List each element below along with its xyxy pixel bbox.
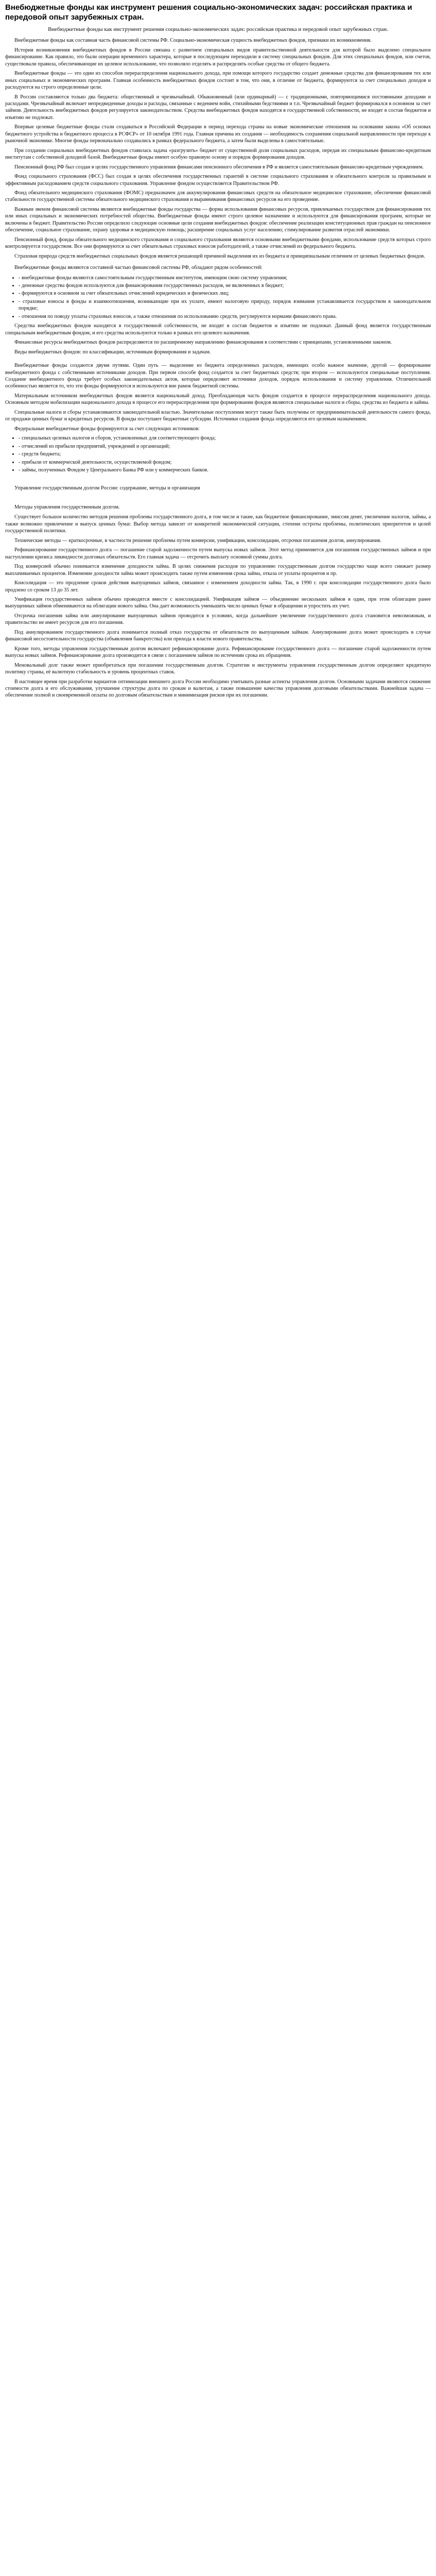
paragraph: Фонд социального страхования (ФСС) был создан в целях обеспечения государственных гарантий в системе социального страхования и обязательного контроля за правильным и эффективным расходованием средств социального страхования. Управление фондом осуществляется Правительством РФ.: [5, 174, 431, 187]
paragraph: Страховая природа средств внебюджетных социальных фондов является решающей причиной выделения их из бюджета и принципиальным отличием от целевых бюджетных фондов.: [14, 253, 425, 259]
section-methods: [5, 514, 431, 699]
document-page: [0, 0, 436, 707]
paragraph: Пенсионный фонд, фонды обязательного медицинского страхования и социального страхования являются основными внебюджетными фондами, использование средств которых строго контролируется государством. Все они формируются за счет обязательных страховых взносов работодателей, а также отчислений из федерального бюджета.: [5, 236, 431, 250]
paragraph: Существует большое количество методов решения проблемы государственного долга, в том числе и такие, как бюджетное финансирование, эмиссия денег, увеличение налогов, займы, а также возможно привлечение и выпуск ценных бумаг. Выбор метода зависит от конкретной экономической ситуации, степени остроты проблемы, политических приоритетов и целей государственной политики.: [5, 514, 431, 534]
features-list: [5, 275, 431, 320]
list-item: • - денежные средства фондов используются для финансирования государственных расходов, не включенных в бюджет;: [19, 282, 431, 289]
paragraph: Специальные налоги и сборы устанавливаются законодательной властью. Значительные поступления могут также быть получены от предпринимательской деятельности самого фонда, от продажи ценных бумаг и кредитных ресурсов. В фонды поступают бюджетные субсидии. Источники создания фонда определяются его целевым назначением.: [5, 409, 431, 422]
paragraph: Отсрочка погашения займа или аннулирование выпущенных займов проводится в условиях, когда дальнейшее увеличение государственного долга становится невозможным, и правительство не имеет ресурсов для его погашения.: [5, 613, 431, 626]
section-ownership: [5, 323, 431, 355]
paragraph: Под аннулированием государственного долга понимается полный отказ государства от обязательств по выпущенным займам. Аннулирование долга может происходить в случае финансовой несостоятельности государства (объявления банкротства) или прихода к власти нового правительства.: [5, 629, 431, 642]
paragraph: При создании социальных внебюджетных фондов ставилась задача «разгрузить» бюджет от существенной доли социальных расходов, передав их специальным финансово-кредитным институтам с собственной доходной базой. Внебюджетные фонды имеют особую правовую основу и порядок формирования доходов.: [5, 147, 431, 161]
section-intro: [5, 37, 431, 260]
list-item: • - специальных целевых налогов и сборов, установленных для соответствующего фонда;: [19, 435, 431, 442]
page-title: Внебюджетные фонды как инструмент решения социально-экономических задач: российская практика и передовой опыт зарубежных стран.: [5, 3, 412, 22]
paragraph: Консолидация — это продление сроков действия выпущенных займов, связанное с изменением доходности займа. Так, в 1990 г. при консолидации государственного долга было продлено со сроком 13 до 35 лет.: [5, 580, 431, 593]
list-item: • - отчислений из прибыли предприятий, учреждений и организаций;: [19, 443, 431, 450]
paragraph: Важным звеном финансовой системы являются внебюджетные фонды государства — форма использования финансовых ресурсов, привлекаемых государством для финансирования тех или иных социальных и экономических потребностей общества. Внебюджетные фонды имеют строго целевое назначение и используются для финансирования программ, которые не включены в бюджет. Правительство России определило следующие основные цели создания внебюджетных фондов: обеспечение реализации конституционных прав граждан на пенсионное обеспечение, социальное страхование, охрану здоровья и медицинскую помощь; расширение социальных услуг населению; стимулирование развития отраслей экономики.: [5, 206, 431, 233]
paragraph: Технические методы — краткосрочные, в частности решение проблемы путем конверсии, унификации, консолидации, отсрочки погашения долгов, аннулирования.: [14, 537, 381, 544]
list-item: • - страховые взносы в фонды и взаимоотношения, возникающие при их уплате, имеют налоговую природу, порядок взимания устанавливается государством в законодательном порядке;: [19, 298, 431, 312]
paragraph: Под конверсией обычно понимается изменение доходности займа. В целях снижения расходов по управлению государственным долгом государство чаще всего снижает размер выплачиваемых процентов. Изменение доходности займа может происходить также путем изменения срока займа, отказа от уплаты процентов и пр.: [5, 564, 431, 577]
paragraph: Виды внебюджетных фондов: по классификации, источникам формирования и задачам.: [14, 349, 211, 355]
paragraph: Финансовые ресурсы внебюджетных фондов распределяются по расширенному направлению финансирования в соответствии с принципами, установленными законом.: [14, 340, 392, 346]
section-heading-debt: Управление государственным долгом России: содержание, методы и организация: [14, 485, 200, 492]
section-creation: [5, 362, 431, 432]
paragraph: Кроме того, методы управления государственным долгом включают рефинансирование долга. Рефинансирование государственного долга — погашение старой задолженности путем выпуска новых займов. Рефинансирование долга производится в связи с погашением займов по истечении срока их обращения.: [5, 646, 431, 659]
list-item: • - займы, полученных Фондом у Центрального Банка РФ или у коммерческих банков.: [19, 467, 431, 473]
section-heading-features: Внебюджетные фонды являются составной частью финансовой системы РФ, обладают рядом особенностей:: [14, 265, 263, 271]
paragraph: Впервые целевые бюджетные фонды стали создаваться в Российской Федерации в период перехода страны на новые экономические отношения на основании закона «Об основах бюджетного устройства и бюджетного процесса в РСФСР» от 10 октября 1991 года. Главная причина их создания — необходимость сохранения социальной направленности при переходе к рыночной экономике. Многие фонды первоначально создавались в рамках федерального бюджета, а затем были выделены в самостоятельные.: [5, 124, 431, 144]
paragraph: Средства внебюджетных фондов находятся в государственной собственности, не входят в состав бюджетов и изъятию не подлежат. Данный фонд является государственным специальным внебюджетным фондом, и его средства используются только в рамках его целевого назначения.: [5, 323, 431, 336]
list-item: • - прибыли от коммерческой деятельности, осуществляемой фондом;: [19, 459, 431, 466]
paragraph: История возникновения внебюджетных фондов в России связана с развитием специальных видов правительственной деятельности для которой было выделено специальное финансирование. Как правило, это были операции временного характера, которые в последующем переходили в систему специальных фондов. Для этих специальных фондов, или счетов, существовали правила, обеспечивающие их целевое использование, что позволяло отделять и распределять особые средства от общего бюджета.: [5, 47, 431, 67]
paragraph: Внебюджетные фонды как составная часть финансовой системы РФ. Социально-экономическая сущность внебюджетных фондов, признаки их возникновения.: [14, 38, 372, 44]
paragraph: Федеральные внебюджетные фонды формируются за счет следующих источников:: [14, 426, 200, 432]
paragraph: Рефинансирование государственного долга — погашение старой задолженности путем выпуска новых займов. Этот метод применяется для погашения государственных займов и при наступлении кризиса ликвидности долговых обязательств. Его главная задача — отсрочить выплату основной суммы долга.: [5, 547, 431, 560]
paragraph: Пенсионный фонд РФ был создан в целях государственного управления финансами пенсионного обеспечения в РФ и является самостоятельным финансово-кредитным учреждением.: [14, 164, 424, 170]
paragraph: Материальным источником внебюджетных фондов является национальный доход. Преобладающая часть фондов создается в процессе перераспределения национального дохода. Основным методом мобилизации национального дохода в процессе его перераспределения при формировании фондов являются специальные налоги и сборы, средства из бюджета и займы.: [5, 393, 431, 406]
list-item: • - внебюджетные фонды являются самостоятельным государственным институтом, имеющим свою систему управления;: [19, 275, 431, 281]
paragraph: В России составляются только два бюджета: общественный и чрезвычайный. Обыкновенный (или ординарный) — с традиционными, повторяющимися постоянными доходами и расходами. Чрезвычайный включает непредвиденные доходы и расходы, связанные с ведением войн, стихийными бедствиями и т.п. Чрезвычайный бюджет формировался в основном за счет займов. Деятельность внебюджетных фондов регулируется законодательством. Средства внебюджетных фондов находятся в государственной собственности, не входят в состав бюджетов и изъятию не подлежат.: [5, 94, 431, 121]
page-subtitle: Внебюджетные фонды как инструмент решения социально-экономических задач: российская практика и передовой опыт зарубежных стран.: [48, 26, 388, 32]
paragraph: В настоящее время при разработке вариантов оптимизации внешнего долга России необходимо учитывать разные аспекты управления долгом. Основными задачами являются снижение стоимости долга и его обслуживания, улучшение структуры долга по срокам и валютам, а также повышение качества управления долговыми обязательствами. Важнейшая задача — обеспечение полной и своевременной оплаты по долговым обязательствам и минимизация рисков при их погашении.: [5, 679, 431, 699]
list-item: • - формируются в основном за счет обязательных отчислений юридических и физических лиц;: [19, 290, 431, 297]
paragraph: Внебюджетные фонды — это один из способов перераспределения национального дохода, при помощи которого государство создает денежные средства для финансирования тех или иных социальных и экономических программ. Главная особенность внебюджетных фондов состоит в том, что они, в отличие от бюджета, формируются за счет специальных доходов и расходуются на строго определенные цели.: [5, 71, 431, 91]
paragraph: Фонд обязательного медицинского страхования (ФОМС) предназначен для аккумулирования финансовых средств на обязательное медицинское страхование, обеспечение финансовой стабильности государственной системы обязательного медицинского страхования и выравнивания финансовых ресурсов на его проведение.: [5, 190, 431, 203]
section-heading-methods: Методы управления государственным долгом.: [14, 504, 120, 510]
paragraph: Унификация государственных займов обычно проводится вместе с консолидацией. Унификация займов — объединение нескольких займов в один, при этом облигации ранее выпущенных займов обмениваются на облигации нового займа. Она дает возможность уменьшить число ценных бумаг в обращении и упростить их учет.: [5, 596, 431, 609]
list-item: • - отношения по поводу уплаты страховых взносов, а также отношения по использованию средств, регулируются нормами финансового права.: [19, 313, 431, 320]
sources-list: [5, 435, 431, 473]
paragraph: Внебюджетные фонды создаются двумя путями. Один путь — выделение из бюджета определенных расходов, имеющих особо важное значение, другой — формирование внебюджетного фонда с собственными источниками доходов. При первом способе фонд создается за счет бюджетных средств; при втором — используются специальные поступления. Создание внебюджетного фонда требует особых законодательных актов, которые определяют источники доходов, порядок использования и систему управления. Отличительной особенностью является то, что эти фонды формируются и используются вне рамок бюджетной системы.: [5, 363, 431, 389]
paragraph: Меновальный долг также может приобретаться при погашении государственным долгом. Стратегии и инструменты управления государственным долгом определяют кредитную политику страны, её валютную стабильность и уровень процентных ставок.: [5, 662, 431, 675]
list-item: • - средств бюджета;: [19, 451, 431, 457]
